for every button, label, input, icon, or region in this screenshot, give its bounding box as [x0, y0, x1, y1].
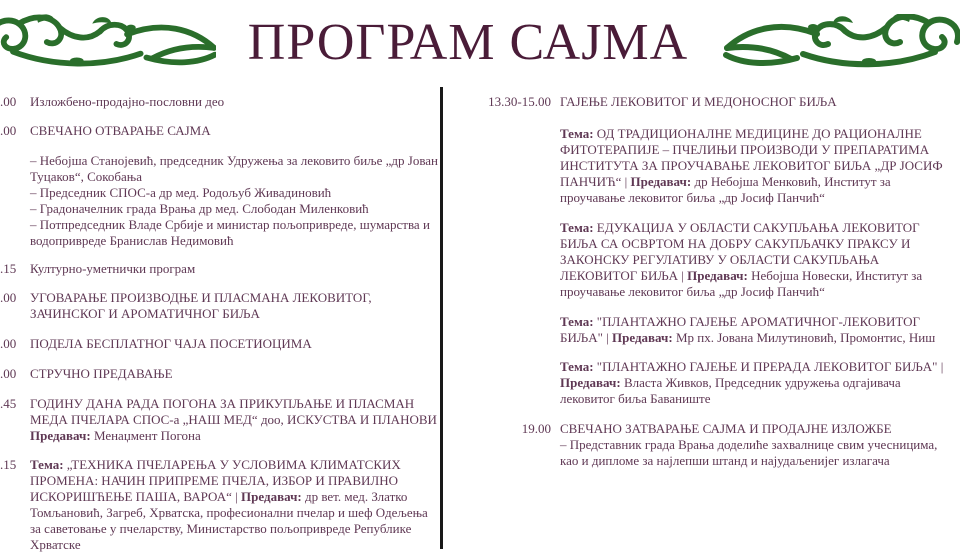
schedule-item	[0, 123, 440, 139]
schedule-time: .00	[0, 94, 17, 109]
schedule-text: ПОДЕЛА БЕСПЛАТНОГ ЧАЈА ПОСЕТИОЦИМА	[30, 336, 312, 351]
schedule-item	[0, 290, 440, 322]
right-column	[443, 86, 960, 553]
schedule-time: .00	[0, 123, 17, 138]
floral-flourish-icon	[0, 14, 216, 72]
schedule-item	[473, 220, 954, 300]
schedule-time: .15	[0, 261, 17, 276]
schedule-text: – Небојша Станојевић, председник Удружења за лековито биље „др Јован Туцаков“, Сокобања	[30, 153, 439, 184]
schedule-time: 19.00	[521, 421, 551, 436]
schedule-text: СТРУЧНО ПРЕДАВАЊЕ	[30, 366, 173, 381]
schedule-time: 13.30-15.00	[488, 94, 551, 109]
schedule-text: УГОВАРАЊЕ ПРОИЗВОДЊЕ И ПЛАСМАНА ЛЕКОВИТОГ, ЗАЧИНСКОГ И АРОМАТИЧНОГ БИЉА	[30, 290, 372, 321]
schedule-time	[0, 185, 22, 201]
schedule-item	[473, 314, 954, 346]
schedule-text: СВЕЧАНО ОТВАРАЊЕ САЈМА	[30, 123, 211, 138]
schedule-text: Културно-уметнички програм	[30, 261, 196, 276]
schedule-text: Тема: ЕДУКАЦИЈА У ОБЛАСТИ САКУПЉАЊА ЛЕКОВИТОГ БИЉА СА ОСВРТОМ НА ДОБРУ САКУПЉАЧКУ ПРАКСУ И ЗАКОНСКУ РЕГУЛАТИВУ У ОБЛАСТИ САКУПЉАЊА ЛЕКОВИТОГ БИЉА | Предавач: Небојша Новески, Институт за проучавање лековитог биља „др Јосиф Панчић“	[560, 220, 923, 299]
schedule-item	[473, 94, 954, 110]
schedule-text: – Потпредседник Владе Србије и министар пољопривреде, шумарства и водопривреде Бранислав Недимовић	[30, 217, 430, 248]
left-column	[0, 86, 440, 553]
schedule-item	[0, 217, 440, 249]
schedule-text: Тема: „ТЕХНИКА ПЧЕЛАРЕЊА У УСЛОВИМА КЛИМАТСКИХ ПРОМЕНА: НАЧИН ПРИПРЕМЕ ПЧЕЛА, ИЗБОР И ПРАВИЛНО ИСКОРИШЋЕЊЕ ПАША, ВАРОА“ | Предавач: др вет. мед. Златко Томљановић, Загреб, Хрватска, професионални пчелар и шеф Одељења за саветовање у пчеларству, Министарство пољопривреде Републике Хрватске	[30, 457, 428, 552]
schedule-text: Тема: "ПЛАНТАЖНО ГАЈЕЊЕ И ПРЕРАДА ЛЕКОВИТОГ БИЉА" | Предавач: Власта Живков, Председник удружења одгајивача лековитог биља Баваниште	[560, 359, 944, 406]
schedule-text: – Градоначелник града Врања др мед. Слободан Миленковић	[30, 201, 369, 216]
schedule-item	[0, 153, 440, 185]
floral-flourish-icon	[720, 14, 960, 72]
schedule-item	[473, 359, 954, 407]
schedule-time: .00	[0, 290, 17, 305]
schedule-text: – Председник СПОС-а др мед. Родољуб Живадиновић	[30, 185, 332, 200]
schedule-text: Изложбено-продајно-пословни део	[30, 94, 225, 109]
schedule-time	[473, 126, 551, 206]
schedule-text: ГАЈЕЊЕ ЛЕКОВИТОГ И МЕДОНОСНОГ БИЉА	[560, 94, 837, 109]
program-body	[0, 86, 960, 553]
schedule-item	[0, 185, 440, 201]
schedule-time: .00	[0, 336, 17, 351]
schedule-time	[473, 359, 551, 407]
schedule-text: Тема: ОД ТРАДИЦИОНАЛНЕ МЕДИЦИНЕ ДО РАЦИОНАЛНЕ ФИТОТЕРАПИЈЕ – ПЧЕЛИЊИ ПРОИЗВОДИ У ПРЕПАРАТИМА ИНСТИТУТА ЗА ПРОУЧАВАЊЕ ЛЕКОВИТОГ БИЉА „ДР ЈОСИФ ПАНЧИЋ“ | Предавач: др Небојша Менковић, Институт за проучавање лековитог биља „др Јосиф Панчић“	[560, 126, 943, 205]
schedule-time: .15	[0, 457, 17, 472]
schedule-text: СВЕЧАНО ЗАТВАРАЊЕ САЈМА И ПРОДАЈНЕ ИЗЛОЖБЕ – Представник града Врања доделиће захвалнице свим учесницима, као и дипломе за најлепши штанд и најудаљенијег излагача	[560, 421, 938, 468]
schedule-text: Тема: "ПЛАНТАЖНО ГАЈЕЊЕ АРОМАТИЧНОГ-ЛЕКОВИТОГ БИЉА" | Предавач: Мр пх. Јована Милутиновић, Промонтис, Ниш	[560, 314, 936, 345]
schedule-item	[0, 94, 440, 110]
schedule-time	[0, 217, 22, 249]
schedule-item	[0, 366, 440, 382]
schedule-time: .00	[0, 366, 17, 381]
schedule-time: .45	[0, 396, 17, 411]
schedule-item	[473, 126, 954, 206]
schedule-time	[0, 201, 22, 217]
schedule-item	[0, 336, 440, 352]
schedule-item	[0, 261, 440, 277]
schedule-item	[0, 457, 440, 553]
schedule-time	[473, 220, 551, 300]
schedule-item	[0, 201, 440, 217]
page-header	[0, 0, 960, 86]
schedule-time	[0, 153, 22, 185]
schedule-item	[0, 396, 440, 444]
schedule-text: ГОДИНУ ДАНА РАДА ПОГОНА ЗА ПРИКУПЉАЊЕ И ПЛАСМАН МЕДА ПЧЕЛАРА СПОС-а „НАШ МЕД“ доо, ИСКУСТВА И ПЛАНОВИ Предавач: Менаџмент Погона	[30, 396, 437, 443]
page-title: ПРОГРАМ САЈМА	[247, 14, 689, 71]
schedule-time	[473, 314, 551, 346]
schedule-item	[473, 421, 954, 469]
